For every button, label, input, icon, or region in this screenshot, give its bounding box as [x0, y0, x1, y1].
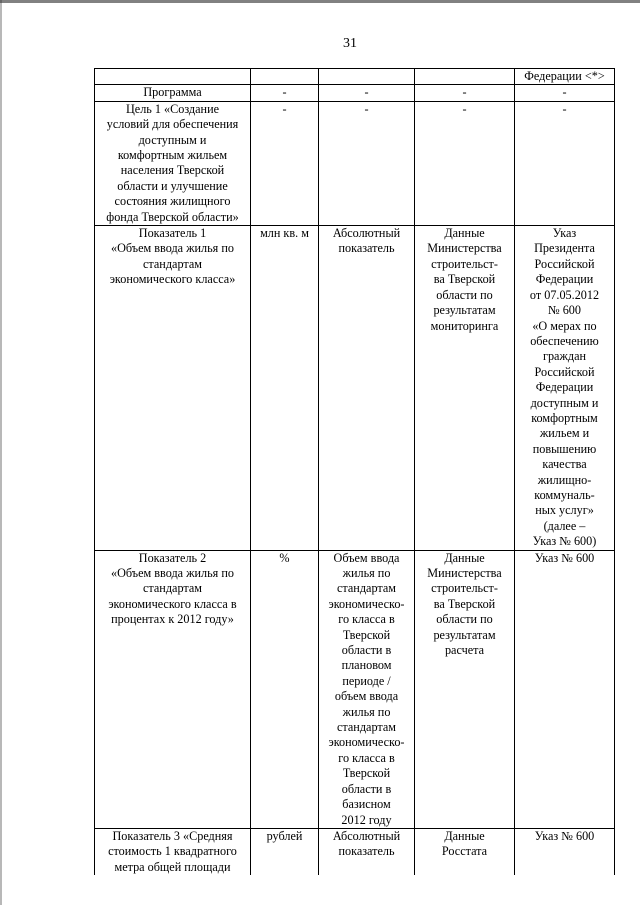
indicator-cell: Цель 1 «Создание условий для обеспечения доступным и комфортным жильем населения Тверской области и улучшение состояния жилищного фонда Тверской области» [95, 101, 251, 225]
method-cell: - [319, 85, 415, 101]
table-row [95, 550, 615, 828]
indicator-cell: Показатель 2 «Объем ввода жилья по стандартам экономического класса в процентах к 2012 году» [95, 550, 251, 828]
indicator-cell: Показатель 3 «Средняя стоимость 1 квадратного метра общей площади [95, 828, 251, 875]
header-cell-source [415, 69, 515, 85]
source-cell: - [415, 101, 515, 225]
page-number: 31 [343, 36, 357, 51]
scan-edge-left [0, 0, 2, 905]
indicators-table [94, 68, 615, 875]
method-cell: Абсолютный показатель [319, 226, 415, 551]
scan-edge-top [0, 0, 640, 3]
header-cell-method [319, 69, 415, 85]
header-cell-basis: Федерации <*> [515, 69, 615, 85]
unit-cell: - [251, 101, 319, 225]
basis-cell: Указ № 600 [515, 828, 615, 875]
unit-cell: - [251, 85, 319, 101]
source-cell: Данные Министерства строительст- ва Тверской области по результатам расчета [415, 550, 515, 828]
indicator-cell: Программа [95, 85, 251, 101]
table-row [95, 85, 615, 101]
unit-cell: млн кв. м [251, 226, 319, 551]
unit-cell: % [251, 550, 319, 828]
basis-cell: Указ № 600 [515, 550, 615, 828]
source-cell: Данные Росстата [415, 828, 515, 875]
unit-cell: рублей [251, 828, 319, 875]
basis-cell: - [515, 85, 615, 101]
source-cell: Данные Министерства строительст- ва Тверской области по результатам мониторинга [415, 226, 515, 551]
basis-cell: - [515, 101, 615, 225]
basis-cell: Указ Президента Российской Федерации от 07.05.2012 № 600 «О мерах по обеспечению граждан Российской Федерации доступным и комфортным жильем и повышению качества жилищно- коммуналь- ных услуг» (далее – Указ № 600) [515, 226, 615, 551]
table-header-row [95, 69, 615, 85]
table-row [95, 101, 615, 225]
table-row [95, 828, 615, 875]
header-cell-indicator [95, 69, 251, 85]
indicator-cell: Показатель 1 «Объем ввода жилья по стандартам экономического класса» [95, 226, 251, 551]
method-cell: Объем ввода жилья по стандартам экономическо- го класса в Тверской области в плановом периоде / объем ввода жилья по стандартам экономическо- го класса в Тверской области в базисном 2012 году [319, 550, 415, 828]
table-row [95, 226, 615, 551]
method-cell: - [319, 101, 415, 225]
source-cell: - [415, 85, 515, 101]
method-cell: Абсолютный показатель [319, 828, 415, 875]
header-cell-unit [251, 69, 319, 85]
